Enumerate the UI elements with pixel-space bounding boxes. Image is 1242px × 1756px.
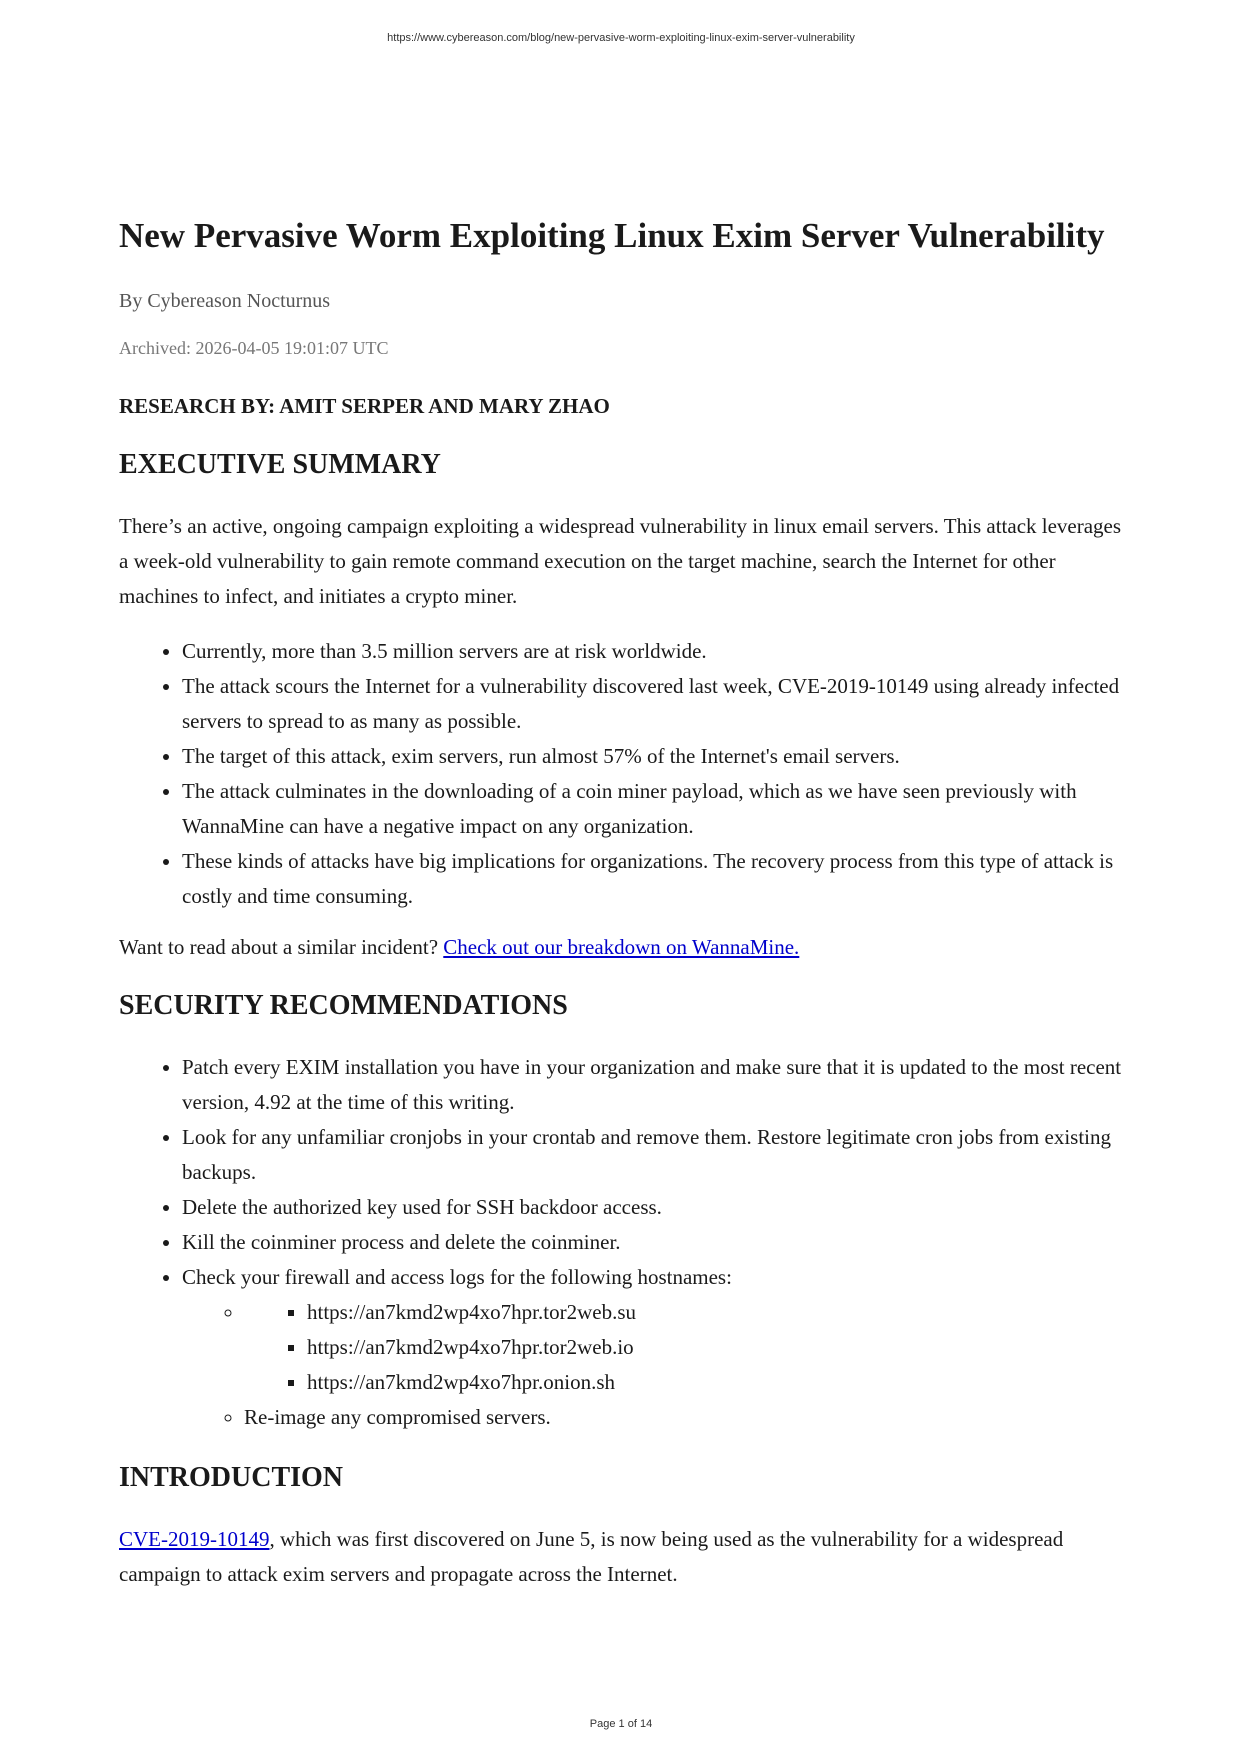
- list-item: • The target of this attack, exim servers, run almost 57% of the Internet's email servers.: [182, 739, 1129, 774]
- executive-summary-heading: EXECUTIVE SUMMARY: [119, 449, 441, 480]
- list-item: • The attack culminates in the downloading of a coin miner payload, which as we have seen previously with WannaMine can have a negative impact on any organization.: [182, 774, 1129, 844]
- article-title: New Pervasive Worm Exploiting Linux Exim Server Vulnerability: [119, 216, 1105, 255]
- hostnames-sublist: [182, 1295, 1129, 1435]
- security-recommendations-heading: SECURITY RECOMMENDATIONS: [119, 990, 568, 1021]
- introduction-heading: INTRODUCTION: [119, 1462, 344, 1493]
- hostnames-intro: Check your firewall and access logs for the following hostnames:: [182, 1265, 732, 1289]
- list-item: • Kill the coinminer process and delete the coinminer.: [182, 1225, 1129, 1260]
- wannamine-link[interactable]: Check out our breakdown on WannaMine.: [443, 935, 800, 959]
- list-item: • Delete the authorized key used for SSH backdoor access.: [182, 1190, 1129, 1225]
- list-item: • Currently, more than 3.5 million servers are at risk worldwide.: [182, 634, 1129, 669]
- byline: By Cybereason Nocturnus: [119, 290, 331, 312]
- list-item: • Patch every EXIM installation you have in your organization and make sure that it is updated to the most recent version, 4.92 at the time of this writing.: [182, 1050, 1129, 1120]
- list-item: [182, 1260, 1129, 1435]
- list-item: ◦ Re-image any compromised servers.: [244, 1400, 1129, 1435]
- recommendations-list: [119, 1050, 1129, 1435]
- source-url: https://www.cybereason.com/blog/new-pervasive-worm-exploiting-linux-exim-server-vulnerability: [387, 32, 855, 44]
- page-number: Page 1 of 14: [589, 1718, 653, 1730]
- summary-bullet-list: [119, 634, 1129, 914]
- introduction-text: , which was first discovered on June 5, is now being used as the vulnerability for a widespread campaign to attack exim servers and propagate across the Internet.: [119, 1527, 1064, 1586]
- hostname-item: ▪ https://an7kmd2wp4xo7hpr.onion.sh: [307, 1365, 1129, 1400]
- hostname-item: ▪ ◦ https://an7kmd2wp4xo7hpr.tor2web.su: [307, 1295, 1129, 1330]
- list-item: • The attack scours the Internet for a vulnerability discovered last week, CVE-2019-10149 using already infected servers to spread to as many as possible.: [182, 669, 1129, 739]
- executive-summary-paragraph: There’s an active, ongoing campaign exploiting a widespread vulnerability in linux email servers. This attack leverages a week-old vulnerability to gain remote command execution on the target machine, search the Internet for other machines to infect, and initiates a crypto miner.: [119, 514, 1122, 608]
- hostname-item: ▪ https://an7kmd2wp4xo7hpr.tor2web.io: [307, 1330, 1129, 1365]
- list-item: • These kinds of attacks have big implications for organizations. The recovery process from this type of attack is costly and time consuming.: [182, 844, 1129, 914]
- archived-timestamp: Archived: 2026-04-05 19:01:07 UTC: [119, 338, 389, 358]
- hostnames-list: [244, 1295, 1129, 1400]
- cve-link[interactable]: CVE-2019-10149: [119, 1527, 270, 1551]
- introduction-paragraph: [119, 1522, 1129, 1592]
- research-credits: RESEARCH BY: AMIT SERPER AND MARY ZHAO: [119, 394, 610, 418]
- list-item: [244, 1295, 1129, 1400]
- similar-incident-text: Want to read about a similar incident?: [119, 935, 444, 959]
- list-item: • Look for any unfamiliar cronjobs in your crontab and remove them. Restore legitimate cron jobs from existing backups.: [182, 1120, 1129, 1190]
- article: [119, 212, 1129, 1592]
- similar-incident-paragraph: [119, 930, 1129, 965]
